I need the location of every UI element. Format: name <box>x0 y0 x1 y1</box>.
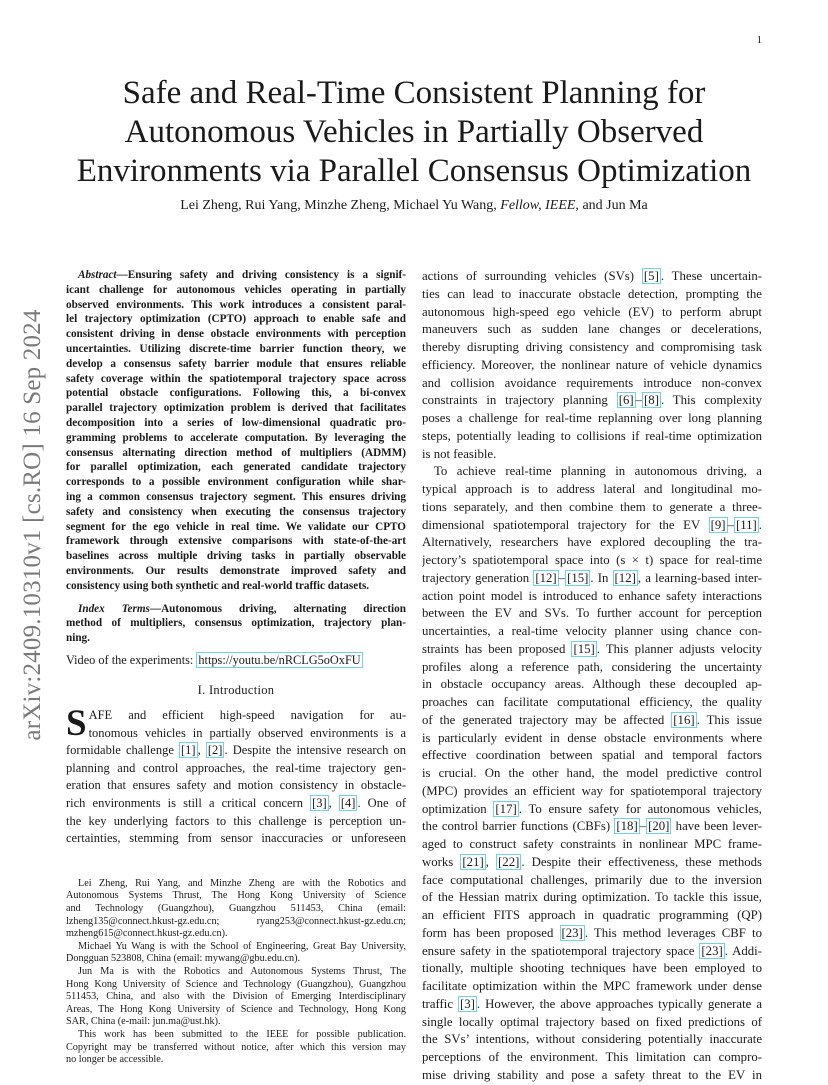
abstract-line: consensus alternating direction method of multipliers (ADMM) <box>66 446 406 459</box>
intro-line: certainties, stemming from sensor inaccuracies or unforeseen <box>66 831 406 846</box>
body-text-line: an efficient FITS approach in quadratic programming (QP) <box>422 908 762 922</box>
footnote-line: lzheng135@connect.hkust-gz.edu.cn; ryang253@connect.hkust-gz.edu.cn; <box>66 915 406 927</box>
citation-link[interactable]: [12] <box>614 570 636 585</box>
body-text-line: facilitate optimization within the MPC framework under dense <box>422 979 762 993</box>
body-text-line: steps, potentially leading to collisions if real-time optimization <box>422 428 762 443</box>
authors-fellow: Fellow, IEEE, <box>500 198 579 213</box>
body-text-line: action point model is introduced to enhance safety interactions <box>422 588 762 603</box>
body-text-line: form has been proposed [23] . This method leverages CBF to <box>422 925 762 940</box>
body-text-line: optimization [17] . To ensure safety for autonomous vehicles, <box>422 801 762 816</box>
footnotes <box>66 878 406 1067</box>
body-text-line: constraints in trajectory planning [6] – [8] . This complexity <box>422 393 762 408</box>
citation-link[interactable]: [16] <box>673 712 695 727</box>
body-text-line: Alternatively, researchers have explored decoupling the tra- <box>422 535 762 550</box>
body-text-line: (MPC) provides an efficient way for spatiotemporal trajectory <box>422 783 762 798</box>
body-text-line: and collision avoidance requirements introduce non-convex <box>422 375 762 390</box>
citation-link[interactable]: [3] <box>460 996 475 1011</box>
abstract-line: safety and consistency when executing the consensus trajectory <box>66 505 406 518</box>
footnote-line: mzheng615@connect.hkust-gz.edu.cn). <box>66 928 228 940</box>
title-line: Environments via Parallel Consensus Optimization <box>76 153 752 189</box>
body-text-line: single locally optimal trajectory based on fixed predictions of <box>422 1014 762 1029</box>
index-terms-line: ning. <box>66 632 90 645</box>
intro-line: AFE and efficient high-speed navigation for au- <box>88 708 406 723</box>
footnote-line: SAR, China (e-mail: jun.ma@ust.hk). <box>66 1016 221 1028</box>
body-text-line: efficiency. Moreover, the nonlinear nature of vehicle dynamics <box>422 357 762 372</box>
footnote-line: Autonomous Systems Thrust, The Hong Kong University of Science <box>66 890 406 902</box>
right-paragraph-1 <box>422 268 762 463</box>
body-text-line: thereby disrupting driving consistency and compromising task <box>422 340 762 354</box>
body-text-line: is crucial. On the other hand, the model predictive control <box>422 766 762 780</box>
abstract-line: decomposition into a series of low-dimensional quadratic pro- <box>66 416 406 429</box>
video-url-link[interactable]: https://youtu.be/nRCLG5oOxFU <box>198 652 361 667</box>
body-text-line: typical approach is to address lateral and longitudinal mo- <box>422 482 762 496</box>
intro-line: the key underlying factors to this challenge is perception un- <box>66 813 406 828</box>
body-text-line: perceptions of the environment. This limitation can compro- <box>422 1050 762 1064</box>
footnote-line: 511453, China, and also with the Division of Emerging Interdisciplinary <box>66 991 406 1003</box>
index-terms-line <box>66 602 406 617</box>
body-text-line: mise driving stability and pose a safety threat to the EV in <box>422 1067 762 1082</box>
citation-link[interactable]: [11] <box>735 517 757 532</box>
body-text-line: To achieve real-time planning in autonomous driving, a <box>434 464 762 479</box>
abstract-line: consistency using both synthetic and real-world traffic datasets. <box>66 579 370 592</box>
abstract-line: environments. Our results demonstrate improved safety and <box>66 564 406 577</box>
body-text-line: jectory’s spatiotemporal space into (s × t) space for real-time <box>422 553 762 567</box>
intro-line: planning and control approaches, the real-time trajectory gen- <box>66 760 406 775</box>
citation-link[interactable]: [6] <box>618 393 634 408</box>
intro-line: eration that ensures safety and motion consistency in obstacle- <box>66 778 406 793</box>
body-text-line: proaches can facilitate computational efficiency, the quality <box>422 695 762 709</box>
footnote-line: no longer be accessible. <box>66 1054 164 1066</box>
citation-link[interactable]: [17] <box>495 801 517 816</box>
abstract-line: ing a common consensus trajectory segment. This ensures driving <box>66 490 406 503</box>
video-label: Video of the experiments: <box>66 652 194 667</box>
body-text-line: the control barrier functions (CBFs) [18] – [20] have been lever- <box>422 819 762 834</box>
abstract-line: safety coverage within the spatiotemporal trajectory space across <box>66 372 406 385</box>
body-text-line: actions of surrounding vehicles (SVs) [5] . These uncertain- <box>422 269 762 283</box>
abstract-line: baselines across multiple driving tasks in partially observable <box>66 550 406 563</box>
abstract-line: icant challenge for autonomous vehicles operating in partially <box>66 283 406 296</box>
abstract-line: framework through extensive comparisons with state-of-the-art <box>66 535 406 548</box>
author-list <box>60 198 768 214</box>
citation-link[interactable]: [4] <box>340 796 356 811</box>
abstract-text: —Ensuring safety and driving consistency is a signif- <box>116 269 406 281</box>
introduction-paragraph <box>66 703 406 848</box>
citation-link[interactable]: [2] <box>207 743 223 758</box>
footnote-line: Dongguan 523808, China (email: mywang@gbu.edu.cn). <box>66 953 301 965</box>
abstract-line: potential obstacle configurations. Following this, a bi-convex <box>66 387 406 400</box>
paper-title <box>60 74 768 191</box>
index-terms-text: —Autonomous driving, alternating direction <box>149 602 406 615</box>
intro-line: rich environments is still a critical concern [3] , [4] . One of <box>66 796 406 811</box>
abstract-line: for parallel optimization, each generated candidate trajectory <box>66 461 406 474</box>
abstract-line: parallel trajectory optimization problem is derived that facilitates <box>66 402 406 415</box>
footnote-line: Michael Yu Wang is with the School of Engineering, Great Bay University, <box>78 940 406 952</box>
citation-link[interactable]: [3] <box>312 796 327 811</box>
abstract-line: develop a consensus safety barrier module that ensures reliable <box>66 357 406 370</box>
index-terms <box>66 602 406 646</box>
body-text-line: tionally, multiple shooting techniques have been employed to <box>422 961 762 976</box>
body-text-line: of the Hessian matrix during optimization. To tackle this issue, <box>422 890 762 905</box>
body-text-line: straints has been proposed [15] . This planner adjusts velocity <box>422 641 762 656</box>
citation-link[interactable]: [22] <box>498 854 520 869</box>
body-text-line: maneuvers such as sudden lane changes or decelerations, <box>422 322 762 337</box>
authors-names: Lei Zheng, Rui Yang, Minzhe Zheng, Michael Yu Wang, <box>180 198 497 213</box>
body-text-line: is not feasible. <box>422 446 497 461</box>
arxiv-identifier: arXiv:2409.10310v1 [cs.RO] 16 Sep 2024 <box>19 309 46 741</box>
index-terms-line: method of multipliers, consensus optimization, trajectory plan- <box>66 617 406 630</box>
body-text-line: dimensional spatiotemporal trajectory for the EV [9] – [11] . <box>422 517 762 532</box>
video-link-line <box>66 652 406 670</box>
abstract <box>66 268 406 594</box>
footnote-line: Jun Ma is with the Robotics and Autonomous Systems Thrust, The <box>78 966 406 978</box>
citation-link[interactable]: [23] <box>561 925 583 940</box>
body-text-line: the SVs’ intentions, without considering potentially inaccurate <box>422 1032 762 1047</box>
abstract-line: gramming problems to accelerate computation. By leveraging the <box>66 431 406 444</box>
abstract-line <box>66 268 406 283</box>
title-line: Autonomous Vehicles in Partially Observed <box>124 114 704 150</box>
arxiv-sidebar <box>20 290 46 760</box>
footnote-line: Hong Kong University of Science and Technology (Guangzhou), Guangzhou <box>66 978 406 990</box>
abstract-line: segment for the ego vehicle in real time. We validate our CPTO <box>66 520 406 533</box>
footnote-line: Areas, The Hong Kong University of Science and Technology, Hong Kong <box>66 1003 406 1015</box>
footnote-line: This work has been submitted to the IEEE for possible publication. <box>78 1028 406 1040</box>
body-text-line: ties can lead to inaccurate obstacle detection, prompting the <box>422 286 762 301</box>
citation-link[interactable]: [23] <box>701 943 723 958</box>
body-text-line: ensure safety in the spatiotemporal trajectory space [23] . Addi- <box>422 943 762 958</box>
body-text-line: effective coordination between spatial and temporal factors <box>422 748 762 763</box>
intro-line: formidable challenge [1] , [2] . Despite the intensive research on <box>66 743 406 758</box>
body-text-line: trajectory generation [12] – [15] . In [12] , a learning-based inter- <box>422 570 762 585</box>
abstract-line: observed environments. This work introduces a consistent paral- <box>66 298 406 311</box>
abstract-line: lel trajectory optimization (CPTO) approach to enable safe and <box>66 313 406 326</box>
body-text-line: face computational challenges, primarily due to the inversion <box>422 872 762 887</box>
citation-link[interactable]: [8] <box>644 393 659 408</box>
body-text-line: traffic [3] . However, the above approaches typically generate a <box>422 996 762 1011</box>
right-paragraph-2 <box>422 463 762 1084</box>
abstract-line: uncertainties. Utilizing discrete-time barrier function theory, we <box>66 342 406 355</box>
citation-link[interactable]: [18] <box>616 819 638 834</box>
body-text-line: poses a challenge for real-time replanning over long planning <box>422 411 762 425</box>
body-text-line: between the EV and SVs. To further account for perception <box>422 606 762 621</box>
citation-link[interactable]: [15] <box>573 641 595 656</box>
abstract-label: Abstract <box>78 269 117 281</box>
citation-link[interactable]: [12] <box>535 570 557 585</box>
citation-link[interactable]: [1] <box>181 743 196 758</box>
section-heading-introduction: I. Introduction <box>197 682 275 697</box>
citation-link[interactable]: [15] <box>567 570 589 585</box>
drop-cap: S <box>66 703 87 745</box>
index-terms-label: Index Terms <box>78 602 150 615</box>
citation-link[interactable]: [21] <box>462 854 484 869</box>
intro-line: tonomous vehicles in partially observed environments is a <box>88 725 406 740</box>
right-column <box>422 268 762 1085</box>
body-text-line: tions separately, and then combine them to generate a three- <box>422 499 762 514</box>
abstract-line: consistent driving in dense obstacle environments with perception <box>66 328 406 341</box>
body-text-line: autonomous high-speed ego vehicle (EV) to perform abrupt <box>422 304 762 319</box>
body-text-line: uncertainties, a real-time velocity planner using chance con- <box>422 624 762 638</box>
title-line: Safe and Real-Time Consistent Planning for <box>122 75 706 111</box>
citation-link[interactable]: [9] <box>710 517 726 532</box>
body-text-line: profiles along a reference path, considering the uncertainty <box>422 659 762 674</box>
body-text-line: is particularly evident in dense obstacle environments where <box>422 730 762 745</box>
footnote-line: Lei Zheng, Rui Yang, and Minzhe Zheng are with the Robotics and <box>78 877 406 889</box>
body-text-line: in obstacle occupancy areas. Although these decoupled ap- <box>422 677 762 692</box>
body-text-line: aged to construct safety constraints in nonlinear MPC frame- <box>422 837 762 851</box>
abstract-line: corresponds to a possible environment configuration while shar- <box>66 476 406 489</box>
page-number: 1 <box>756 34 762 46</box>
citation-link[interactable]: [20] <box>648 819 670 834</box>
body-text-line: of the generated trajectory may be affected [16] . This issue <box>422 712 762 727</box>
authors-tail: and Jun Ma <box>582 198 648 213</box>
citation-link[interactable]: [5] <box>643 269 659 283</box>
left-column <box>66 268 406 1067</box>
footnote-line: Copyright may be transferred without notice, after which this version may <box>66 1041 406 1053</box>
footnote-line: and Technology (Guangzhou), Guangzhou 511453, China (email: <box>66 903 406 915</box>
body-text-line: works [21] , [22] . Despite their effectiveness, these methods <box>422 854 762 869</box>
